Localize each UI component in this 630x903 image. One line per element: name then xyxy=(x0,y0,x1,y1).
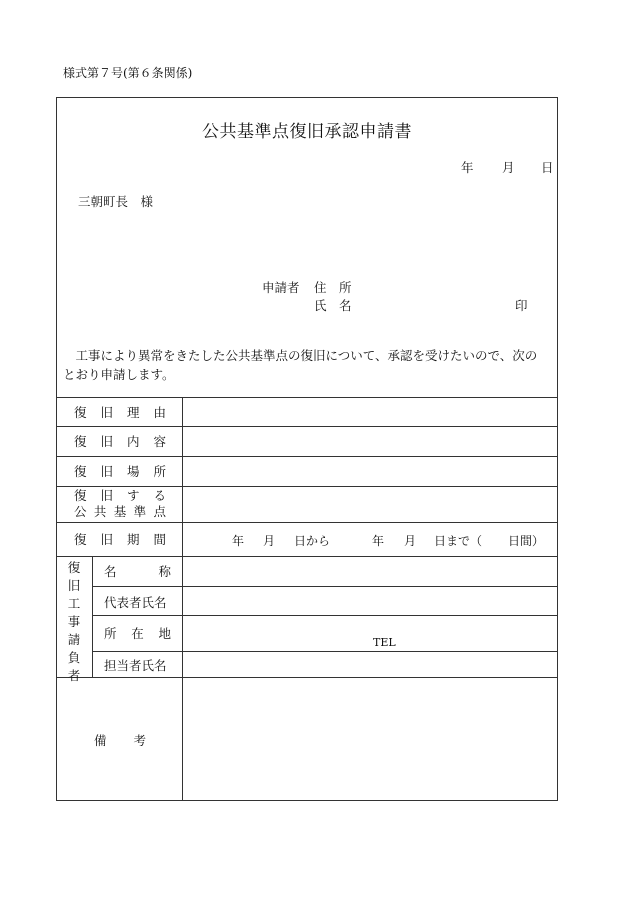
applicant-address-label: 住 所 xyxy=(314,280,352,295)
table-rule xyxy=(56,522,558,523)
label-representative-name: 代表者氏名 xyxy=(104,595,167,610)
label-restoration-location: 復 旧 場 所 xyxy=(74,464,166,479)
table-rule xyxy=(92,651,558,652)
period-to-year: 年 xyxy=(372,534,385,548)
table-rule xyxy=(56,677,558,678)
label-contractor-name: 名 称 xyxy=(104,564,171,579)
table-rule xyxy=(92,615,558,616)
label-restoration-period: 復 旧 期 間 xyxy=(74,532,166,547)
label-restoration-content: 復 旧 内 容 xyxy=(74,434,166,449)
period-from-month: 月 xyxy=(263,534,276,548)
date-year-label: 年 xyxy=(461,160,474,175)
label-person-in-charge: 担当者氏名 xyxy=(104,658,167,673)
label-remarks: 備 考 xyxy=(94,733,146,748)
table-rule xyxy=(56,556,558,557)
applicant-name-label: 氏 名 xyxy=(314,298,352,313)
tel-label: TEL xyxy=(373,636,396,649)
label-restored-benchmark: 復 旧 す る 公 共 基 準 点 xyxy=(74,488,166,519)
table-column-divider xyxy=(92,556,93,677)
table-rule xyxy=(92,586,558,587)
form-title: 公共基準点復旧承認申請書 xyxy=(202,122,412,142)
period-to-day: 日まで（ xyxy=(434,534,483,548)
table-column-divider xyxy=(182,397,183,801)
period-days: 日間） xyxy=(508,534,545,548)
period-from-day: 日から xyxy=(294,534,331,548)
seal-mark: 印 xyxy=(515,298,528,313)
label-restoration-reason: 復 旧 理 由 xyxy=(74,405,166,420)
table-rule xyxy=(56,456,558,457)
applicant-label: 申請者 xyxy=(262,280,300,295)
period-from-year: 年 xyxy=(232,534,245,548)
addressee: 三朝町長 様 xyxy=(78,194,154,209)
label-contractor-group: 復 旧 工 事 請 負 者 xyxy=(67,560,81,683)
table-rule xyxy=(56,426,558,427)
form-number: 様式第７号(第６条関係) xyxy=(63,66,193,80)
period-to-month: 月 xyxy=(404,534,417,548)
table-rule xyxy=(56,486,558,487)
date-month-label: 月 xyxy=(502,160,515,175)
table-rule xyxy=(56,397,558,398)
request-statement: 工事により異常をきたした公共基準点の復旧について、承認を受けたいので、次のとおり申請します。 xyxy=(63,348,538,382)
label-contractor-address: 所 在 地 xyxy=(104,626,171,641)
date-day-label: 日 xyxy=(541,160,554,175)
